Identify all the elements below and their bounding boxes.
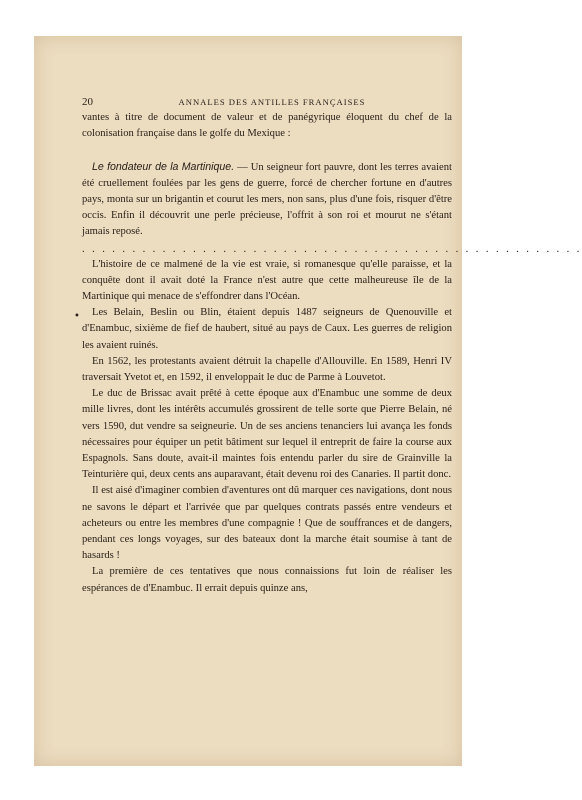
paragraph: L'histoire de ce malmené de la vie est vraie, si romanesque qu'elle paraisse, et la conquête dont il avait doté la France n'est autre que cette malheureuse île de la Martinique qui menace de s'effondrer dans l'Océan. [82,258,452,303]
ellipsis-separator: . . . . . . . . . . . . . . . . . . . . . . . . . . . . . . . . . . . . . . . . . . . . . . . . . . [82,243,582,255]
page-header [82,94,452,110]
running-head: ANNALES DES ANTILLES FRANÇAISES [178,97,366,107]
paragraph: En 1562, les protestants avaient détruit la chapelle d'Allouville. En 1589, Henri IV traversait Yvetot et, en 1592, il enveloppait le duc de Parme à Louvetot. [82,355,452,384]
quote-paragraph [82,159,452,241]
page-text [82,94,582,597]
paragraph: La première de ces tentatives que nous connaissions fut loin de réaliser les espérances de d'Enambuc. Il errait depuis quinze ans, [82,566,452,594]
paragraph: Les Belain, Beslin ou Blin, étaient depuis 1487 seigneurs de Quenouville et d'Enambuc, sixième de fief de haubert, situé au pays de Caux. Les guerres de religion les avaient ruinés. [82,307,452,351]
margin-mark: • [74,311,80,322]
page-number: 20 [82,96,93,108]
intro-paragraph: vantes à titre de document de valeur et de panégyrique éloquent du chef de la colonisation française dans le golfe du Mexique : [82,112,452,140]
paragraph: Il est aisé d'imaginer combien d'aventures ont dû marquer ces navigations, dont nous ne savons le départ et l'arrivée que par quelques contrats passés entre vendeurs et acheteurs ou entre les membres d'une compagnie ! Que de souffrances et de dangers, pendant ces longs voyages, sur des bateaux dont la marche était soumise à tant de hasards ! [82,485,452,562]
section-title: Le fondateur de la Martinique. [92,160,235,173]
paragraph: Le duc de Brissac avait prêté à cette époque aux d'Enambuc une somme de deux mille livres, dont les intérêts accumulés grossirent de telle sorte que Pierre Belain, né vers 1590, dut vendre sa seigneurie. Un de ses anciens tenanciers lui avança les fonds nécessaires pour équiper un petit bâtiment sur lequel il entreprit de faire la course aux Espagnols. Sans doute, avait-il maintes fois entendu parler du sire de Grainville la Teinturière qui, deux cents ans auparavant, était devenu roi des Canaries. Il partit donc. [82,388,452,481]
quote-text: — Un seigneur fort pauvre, dont les terres avaient été cruellement foulées par les gens de guerre, forcé de chercher fortune en d'autres pays, monta sur un brigantin et courut les mers, non sans, plus d'une fois, risquer d'être occis. Enfin il découvrit une perle précieuse, l'offrit à son roi et mourut ne s'étant jamais reposé. [82,161,452,238]
